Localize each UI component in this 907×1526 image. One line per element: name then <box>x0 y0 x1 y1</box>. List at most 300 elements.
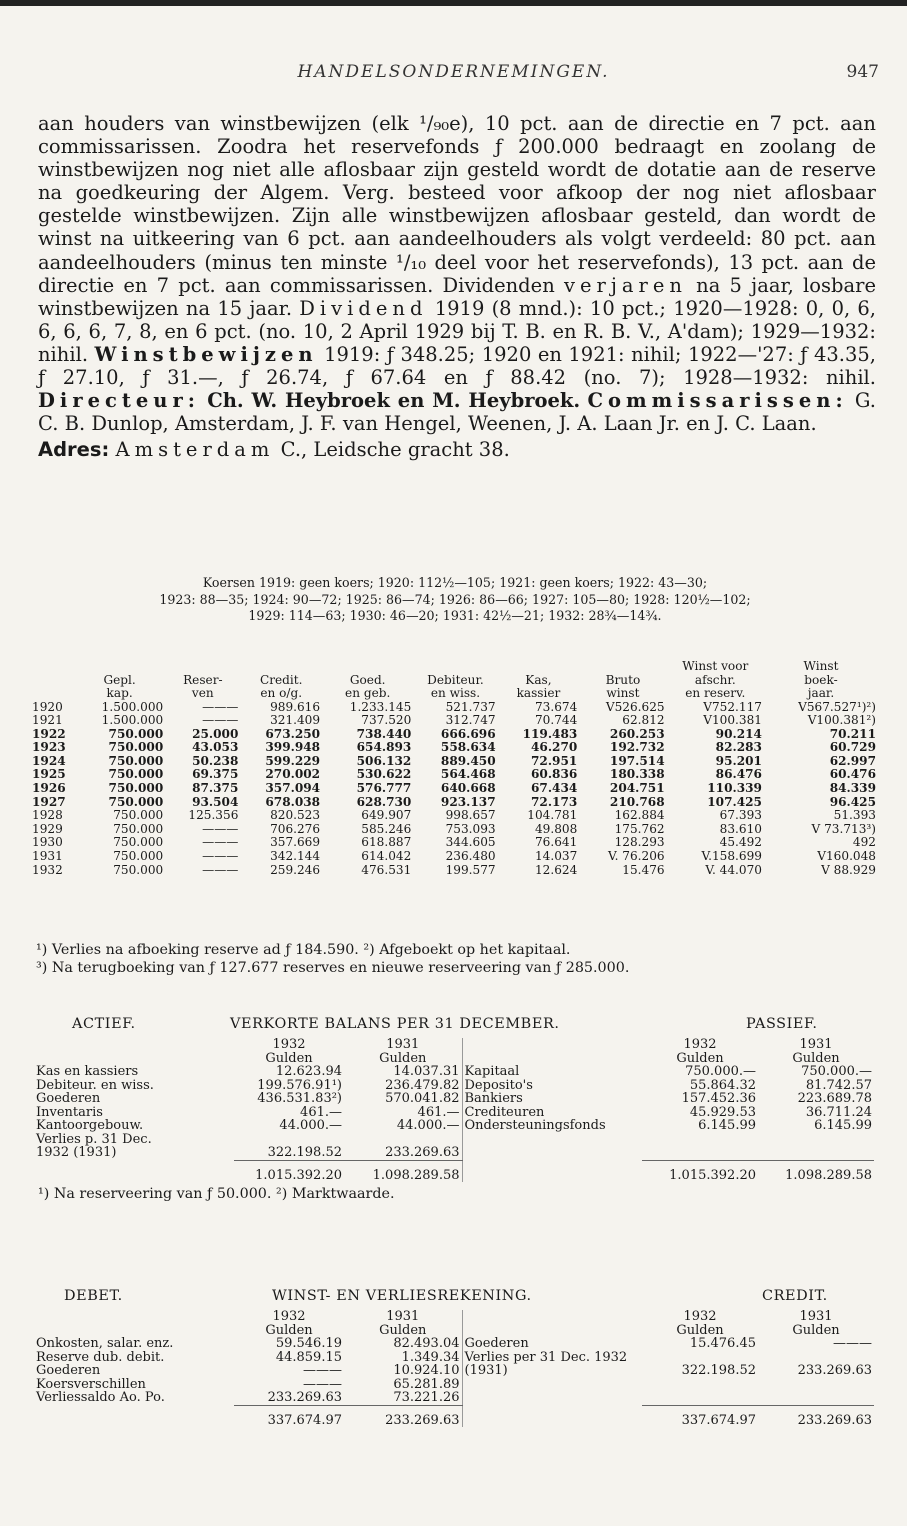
column-header: afschr. <box>694 672 736 687</box>
value-cell: 44.000.— <box>279 1118 342 1133</box>
value-cell: 357.094 <box>265 781 321 796</box>
column-header: kap. <box>106 686 133 700</box>
balans-section <box>34 1016 874 1202</box>
table-footnote: ³) Na terugboeking van ƒ 127.677 reserves en nieuwe reserveering van ƒ 285.000. <box>36 960 630 976</box>
table-row <box>34 1092 874 1106</box>
header-row <box>34 1052 874 1066</box>
value-cell: 599.229 <box>265 753 321 768</box>
value-cell: 60.836 <box>531 767 578 782</box>
value-cell <box>642 1391 758 1405</box>
value-cell <box>758 1133 874 1147</box>
directeur-label: Directeur: <box>38 389 200 413</box>
value-cell: 461.— <box>300 1104 342 1120</box>
value-cell: ——— <box>303 1363 342 1378</box>
year-header: 1931 <box>799 1037 833 1052</box>
year-header: 1931 <box>344 1310 462 1324</box>
value-cell: 750.000.— <box>801 1064 872 1079</box>
text-part-4: 1919: ƒ 348.25; 1920 en 1921: nihil; 1922—'27: ƒ 43.35, ƒ 27.10, ƒ 31.—, ƒ 26.74, ƒ 67.64 en ƒ 88.42 (no. 7); 1928—1932: nihil. <box>38 342 876 390</box>
text-verjaren: verjaren <box>563 273 687 297</box>
value-cell: 44.000.— <box>344 1119 462 1133</box>
value-cell: 492 <box>852 835 876 850</box>
value-cell: 15.476 <box>622 862 665 877</box>
header-row <box>30 674 878 688</box>
column-header: Kas, <box>525 672 552 687</box>
column-header: kassier <box>516 686 561 700</box>
row-label: Goederen <box>36 1363 101 1378</box>
value-cell: 750.000 <box>108 740 164 755</box>
financial-history-table <box>30 660 878 877</box>
value-cell: 233.269.63 <box>234 1391 344 1405</box>
value-cell: 750.000.— <box>685 1064 756 1079</box>
value-cell: 12.624 <box>534 862 578 877</box>
value-cell <box>344 1133 462 1147</box>
value-cell: V526.625 <box>605 699 665 714</box>
table-row <box>34 1065 874 1079</box>
year-cell: 1932 <box>32 862 63 877</box>
commissarissen-names: G. C. B. Dunlop, Amsterdam, J. F. van Hengel, Weenen, J. A. Laan Jr. en J. C. Laan. <box>38 389 877 436</box>
table-row <box>34 1079 874 1093</box>
year-cell: 1929 <box>32 821 63 836</box>
column-header: en wiss. <box>430 686 481 700</box>
value-cell: 753.093 <box>445 821 496 836</box>
year-cell: 1923 <box>32 740 66 755</box>
row-label: Debiteur. en wiss. <box>36 1077 154 1093</box>
value-cell: 1.500.000 <box>101 699 164 714</box>
value-cell: 564.468 <box>440 767 496 782</box>
unit-header <box>34 1324 234 1338</box>
value-cell: 357.669 <box>270 835 321 850</box>
value-cell: 110.339 <box>707 781 762 796</box>
row-label: Verliessaldo Ao. Po. <box>36 1390 165 1406</box>
value-cell: V 88.929 <box>821 862 876 877</box>
header-row <box>30 660 878 674</box>
column-header <box>322 660 413 674</box>
value-cell: 738.440 <box>356 726 412 741</box>
value-cell: 87.375 <box>192 781 239 796</box>
commissarissen-label: Commissarissen: <box>587 389 848 413</box>
value-cell: 585.246 <box>361 821 412 836</box>
value-cell: 72.173 <box>531 794 578 809</box>
column-header: Debiteur. <box>427 672 484 687</box>
table-cell <box>34 1160 234 1182</box>
value-cell: ——— <box>202 713 239 728</box>
row-label: Kas en kassiers <box>36 1064 139 1079</box>
value-cell: 60.476 <box>829 767 876 782</box>
value-cell: 750.000 <box>108 753 164 768</box>
total-cell: 1.015.392.20 <box>255 1167 342 1183</box>
value-cell: 10.924.10 <box>344 1364 462 1378</box>
wv-section <box>34 1288 874 1427</box>
value-cell <box>234 1133 344 1147</box>
wv-title: WINST- EN VERLIESREKENING. <box>272 1288 532 1304</box>
value-cell: 750.000 <box>108 767 164 782</box>
wv-table <box>34 1310 874 1427</box>
row-label: Onkosten, salar. enz. <box>36 1336 174 1351</box>
value-cell: 14.037.31 <box>344 1065 462 1079</box>
value-cell: 706.276 <box>270 821 321 836</box>
value-cell: 923.137 <box>440 794 496 809</box>
unit-header: Gulden <box>792 1050 840 1066</box>
value-cell: 312.747 <box>445 713 496 728</box>
value-cell: 107.425 <box>707 794 762 809</box>
row-label <box>462 1146 642 1160</box>
column-header: boek- <box>804 672 838 687</box>
unit-header: Gulden <box>676 1050 724 1066</box>
table-row <box>34 1351 874 1365</box>
value-cell: 45.929.53 <box>689 1104 756 1120</box>
row-label: Inventaris <box>36 1104 103 1120</box>
value-cell <box>642 1378 758 1392</box>
row-label: Verlies per 31 Dec. 1932 <box>464 1349 628 1365</box>
year-cell: 1926 <box>32 781 66 796</box>
unit-header: Gulden <box>344 1052 462 1066</box>
column-header: en geb. <box>345 686 391 700</box>
value-cell: 270.002 <box>265 767 321 782</box>
value-cell: 125.356 <box>188 808 239 823</box>
table-row <box>30 755 878 769</box>
value-cell: 476.531 <box>361 862 412 877</box>
value-cell: 90.214 <box>715 726 762 741</box>
value-cell: 750.000 <box>113 862 164 877</box>
value-cell: ——— <box>833 1336 872 1351</box>
value-cell: 197.514 <box>609 753 665 768</box>
value-cell: ——— <box>202 821 239 836</box>
total-cell: 233.269.63 <box>344 1405 462 1427</box>
value-cell: 192.732 <box>609 740 665 755</box>
value-cell: 82.493.04 <box>344 1337 462 1351</box>
year-cell: 1925 <box>32 767 66 782</box>
year-header <box>34 1038 234 1052</box>
header-row <box>34 1324 874 1338</box>
value-cell: 750.000 <box>113 849 164 864</box>
value-cell: 69.375 <box>192 767 239 782</box>
value-cell: 236.480 <box>445 849 496 864</box>
value-cell: 96.425 <box>829 794 876 809</box>
year-header: 1932 <box>683 1037 717 1052</box>
value-cell: 998.657 <box>445 808 496 823</box>
row-label: Kantoorgebouw. <box>36 1118 144 1133</box>
row-label: Kapitaal <box>464 1064 520 1079</box>
value-cell: V. 44.070 <box>705 862 762 877</box>
value-cell: V.158.699 <box>701 849 762 864</box>
column-header: Gepl. <box>103 672 136 687</box>
value-cell: 46.270 <box>531 740 578 755</box>
koersen-line: 1929: 114—63; 1930: 46—20; 1931: 42½—21; 1932: 28¾—14¾. <box>248 608 662 623</box>
table-row <box>34 1146 874 1160</box>
adres-city: Amsterdam <box>115 438 275 462</box>
value-cell: 521.737 <box>445 699 496 714</box>
column-header <box>165 660 240 674</box>
value-cell: 673.250 <box>265 726 321 741</box>
value-cell: 15.476.45 <box>689 1336 756 1351</box>
value-cell: 344.605 <box>445 835 496 850</box>
balans-table <box>34 1038 874 1182</box>
running-title: HANDELSONDERNEMINGEN. <box>297 62 610 82</box>
wv-right-title: CREDIT. <box>762 1288 828 1304</box>
value-cell: 128.293 <box>614 835 665 850</box>
year-cell: 1921 <box>32 713 63 728</box>
value-cell: 1.349.34 <box>344 1351 462 1365</box>
value-cell: 76.641 <box>534 835 578 850</box>
value-cell <box>642 1351 758 1365</box>
balans-left-title: ACTIEF. <box>72 1016 136 1032</box>
header-row <box>30 687 878 701</box>
balans-title: VERKORTE BALANS PER 31 DECEMBER. <box>230 1016 560 1032</box>
total-cell: 1.015.392.20 <box>669 1167 756 1183</box>
row-label: Koersverschillen <box>36 1376 146 1392</box>
value-cell: 889.450 <box>440 753 496 768</box>
value-cell: 678.038 <box>265 794 321 809</box>
value-cell: 576.777 <box>356 781 412 796</box>
table-row <box>34 1391 874 1405</box>
value-cell: 614.042 <box>361 849 412 864</box>
value-cell: 649.907 <box>361 808 412 823</box>
value-cell: V567.527¹)²) <box>798 699 876 714</box>
column-header: Winst <box>803 659 839 673</box>
koersen-line: 1923: 88—35; 1924: 90—72; 1925: 86—74; 1926: 86—66; 1927: 105—80; 1928: 120½—102; <box>159 591 751 607</box>
column-header <box>498 660 580 674</box>
table-row <box>30 768 878 782</box>
value-cell: 73.221.26 <box>344 1391 462 1405</box>
column-header <box>30 660 74 674</box>
total-cell: 233.269.63 <box>797 1412 872 1428</box>
year-header: 1931 <box>799 1309 833 1324</box>
value-cell: 51.393 <box>833 808 876 823</box>
value-cell: 67.393 <box>719 808 762 823</box>
value-cell: 86.476 <box>715 767 762 782</box>
text-part-2: na 5 jaar, losbare winstbewijzen na 15 jaar. <box>38 273 876 320</box>
value-cell: 180.338 <box>609 767 665 782</box>
column-header: en o/g. <box>260 686 303 700</box>
total-cell: 337.674.97 <box>681 1412 756 1428</box>
value-cell: ——— <box>202 862 239 877</box>
unit-header <box>462 1324 642 1338</box>
year-cell: 1924 <box>32 753 66 768</box>
value-cell: 6.145.99 <box>698 1118 756 1133</box>
table-row <box>34 1133 874 1147</box>
value-cell: V. 76.206 <box>607 849 665 864</box>
row-label <box>462 1391 642 1405</box>
unit-header <box>34 1052 234 1066</box>
value-cell: 50.238 <box>192 753 239 768</box>
body-paragraph <box>38 112 876 461</box>
column-header <box>240 660 322 674</box>
year-cell: 1930 <box>32 835 63 850</box>
year-header: 1932 <box>272 1309 306 1324</box>
value-cell: 60.729 <box>829 740 876 755</box>
value-cell: 14.037 <box>534 849 578 864</box>
table-row <box>34 1378 874 1392</box>
value-cell: 989.616 <box>270 699 321 714</box>
koersen-block <box>30 575 880 625</box>
value-cell: 640.668 <box>440 781 496 796</box>
value-cell: 25.000 <box>192 726 239 741</box>
column-header: winst <box>606 686 640 700</box>
value-cell: 83.610 <box>719 821 762 836</box>
year-cell: 1928 <box>32 808 63 823</box>
column-header: jaar. <box>807 686 835 700</box>
row-label: Verlies p. 31 Dec. <box>36 1131 152 1147</box>
value-cell: 530.622 <box>356 767 412 782</box>
header-row <box>34 1038 874 1052</box>
value-cell: 44.859.15 <box>275 1349 342 1365</box>
value-cell <box>642 1133 758 1147</box>
value-cell <box>758 1146 874 1160</box>
value-cell <box>758 1391 874 1405</box>
table-cell <box>462 1160 642 1182</box>
value-cell: 223.689.78 <box>797 1091 872 1106</box>
value-cell: 342.144 <box>270 849 321 864</box>
text-part-1: aan houders van winstbewijzen (elk ¹/₉₀e), 10 pct. aan de directie en 7 pct. aan commissarissen. Zoodra het reservefonds ƒ 200.000 bedraagt en zoolang de winstbewijzen nog niet alle aflosbaar zijn gesteld wordt de dotatie aan de reserve na goedkeuring der Algem. Verg. besteed voor afkoop der nog niet aflosbaar gestelde winstbewijzen. Zijn alle winstbewijzen aflosbaar gesteld, dan wordt de winst na uitkeering van 6 pct. aan aandeelhouders als volgt verdeeld: 80 pct. aan aandeelhouders (minus ten minste ¹/₁₀ deel voor het reservefonds), 13 pct. aan de directie en 7 pct. aan commissarissen. Dividenden <box>38 112 876 297</box>
column-header: ven <box>191 686 214 700</box>
table-cell <box>462 1405 642 1427</box>
value-cell <box>758 1378 874 1392</box>
value-cell: V752.117 <box>703 699 762 714</box>
column-header <box>30 674 74 688</box>
value-cell: 321.409 <box>270 713 321 728</box>
value-cell: 236.479.82 <box>344 1079 462 1093</box>
value-cell: 461.— <box>344 1106 462 1120</box>
value-cell: 93.504 <box>192 794 239 809</box>
text-part-3: 1919 (8 mnd.): 10 pct.; 1920—1928: 0, 0, 6, 6, 6, 6, 7, 8, en 6 pct. (no. 10, 2 April 1929 bij T. B. en R. B. V., A'dam); 1929—1932: nihil. <box>38 296 877 366</box>
column-header <box>30 687 74 701</box>
row-label: (1931) <box>464 1363 508 1378</box>
row-label: 1932 (1931) <box>36 1145 117 1161</box>
page-header <box>0 62 907 88</box>
value-cell: 666.696 <box>440 726 496 741</box>
value-cell: 70.744 <box>534 713 578 728</box>
table-row <box>30 701 878 715</box>
header-row <box>34 1310 874 1324</box>
value-cell: 558.634 <box>440 740 496 755</box>
table-row <box>34 1119 874 1133</box>
table-row <box>30 714 878 728</box>
value-cell: 36.711.24 <box>805 1104 872 1120</box>
value-cell: ——— <box>202 849 239 864</box>
row-label: Deposito's <box>464 1077 533 1093</box>
value-cell: ——— <box>202 699 239 714</box>
value-cell: 322.198.52 <box>234 1146 344 1160</box>
value-cell: 654.893 <box>356 740 412 755</box>
column-header: Credit. <box>259 672 303 687</box>
page-number: 947 <box>846 62 879 82</box>
value-cell: 750.000 <box>113 808 164 823</box>
table-row <box>30 864 878 878</box>
totals-row <box>34 1405 874 1427</box>
table-row <box>30 836 878 850</box>
value-cell: 1.500.000 <box>101 713 164 728</box>
value-cell: 162.884 <box>614 808 665 823</box>
balans-right-title: PASSIEF. <box>746 1016 818 1032</box>
column-header: Reser- <box>183 672 223 687</box>
value-cell: 12.623.94 <box>275 1064 342 1079</box>
value-cell: 199.577 <box>445 862 496 877</box>
value-cell: 259.246 <box>270 862 321 877</box>
value-cell: 157.452.36 <box>681 1091 756 1106</box>
value-cell: 750.000 <box>113 821 164 836</box>
value-cell <box>642 1146 758 1160</box>
value-cell: 233.269.63 <box>344 1146 462 1160</box>
totals-row <box>34 1160 874 1182</box>
value-cell: V160.048 <box>817 849 876 864</box>
value-cell: 81.742.57 <box>805 1077 872 1093</box>
value-cell: 233.269.63 <box>797 1363 872 1378</box>
row-label <box>462 1378 642 1392</box>
total-cell: 1.098.289.58 <box>344 1160 462 1182</box>
adres-street: C., Leidsche gracht 38. <box>280 438 510 462</box>
value-cell: 95.201 <box>715 753 762 768</box>
table-row <box>34 1337 874 1351</box>
value-cell: 750.000 <box>108 726 164 741</box>
value-cell: 570.041.82 <box>344 1092 462 1106</box>
directeur-names: Ch. W. Heybroek en M. Heybroek. <box>207 389 581 413</box>
value-cell: 73.674 <box>534 699 578 714</box>
value-cell: V100.381 <box>703 713 762 728</box>
year-header: 1932 <box>272 1037 306 1052</box>
year-header <box>462 1310 642 1324</box>
value-cell: 43.053 <box>192 740 239 755</box>
value-cell: 175.762 <box>614 821 665 836</box>
value-cell: 737.520 <box>361 713 412 728</box>
value-cell: 65.281.89 <box>344 1378 462 1392</box>
column-header <box>579 660 666 674</box>
value-cell: ——— <box>202 835 239 850</box>
column-header: en reserv. <box>685 686 746 700</box>
value-cell: 62.997 <box>829 753 876 768</box>
value-cell: 55.864.32 <box>689 1077 756 1093</box>
value-cell: 260.253 <box>609 726 665 741</box>
table-row <box>34 1106 874 1120</box>
wv-left-title: DEBET. <box>64 1288 123 1304</box>
year-cell: 1931 <box>32 849 63 864</box>
row-label: Ondersteuningsfonds <box>464 1118 606 1133</box>
year-header: 1931 <box>344 1038 462 1052</box>
value-cell: V 73.713³) <box>811 821 876 836</box>
year-cell: 1922 <box>32 726 66 741</box>
value-cell: 399.948 <box>265 740 321 755</box>
value-cell: 82.283 <box>715 740 762 755</box>
balans-note: ¹) Na reserveering van ƒ 50.000. ²) Marktwaarde. <box>38 1186 395 1202</box>
row-label: Bankiers <box>464 1091 523 1106</box>
row-label: Goederen <box>36 1091 101 1106</box>
value-cell: 750.000 <box>113 835 164 850</box>
column-header: Goed. <box>349 672 386 687</box>
value-cell: 62.812 <box>622 713 665 728</box>
table-footnote: ¹) Verlies na afboeking reserve ad ƒ 184.590. ²) Afgeboekt op het kapitaal. <box>36 942 571 958</box>
value-cell: 67.434 <box>531 781 578 796</box>
value-cell: 45.492 <box>719 835 762 850</box>
year-header <box>462 1038 642 1052</box>
column-header: Winst voor <box>682 659 749 673</box>
table-cell <box>34 1405 234 1427</box>
value-cell: 72.951 <box>531 753 578 768</box>
value-cell: 204.751 <box>609 781 665 796</box>
koersen-line: Koersen 1919: geen koers; 1920: 112½—105; 1921: geen koers; 1922: 43—30; <box>202 575 708 590</box>
unit-header: Gulden <box>344 1324 462 1338</box>
total-cell: 1.098.289.58 <box>785 1167 872 1183</box>
value-cell: 70.211 <box>829 726 876 741</box>
unit-header: Gulden <box>676 1322 724 1338</box>
column-header <box>413 660 497 674</box>
value-cell: ——— <box>303 1376 342 1392</box>
value-cell: 750.000 <box>108 794 164 809</box>
table-row <box>30 850 878 864</box>
table-row <box>30 796 878 810</box>
table-row <box>30 823 878 837</box>
column-header: Bruto <box>605 672 641 687</box>
row-label: Crediteuren <box>464 1104 545 1120</box>
value-cell: 59.546.19 <box>275 1336 342 1351</box>
